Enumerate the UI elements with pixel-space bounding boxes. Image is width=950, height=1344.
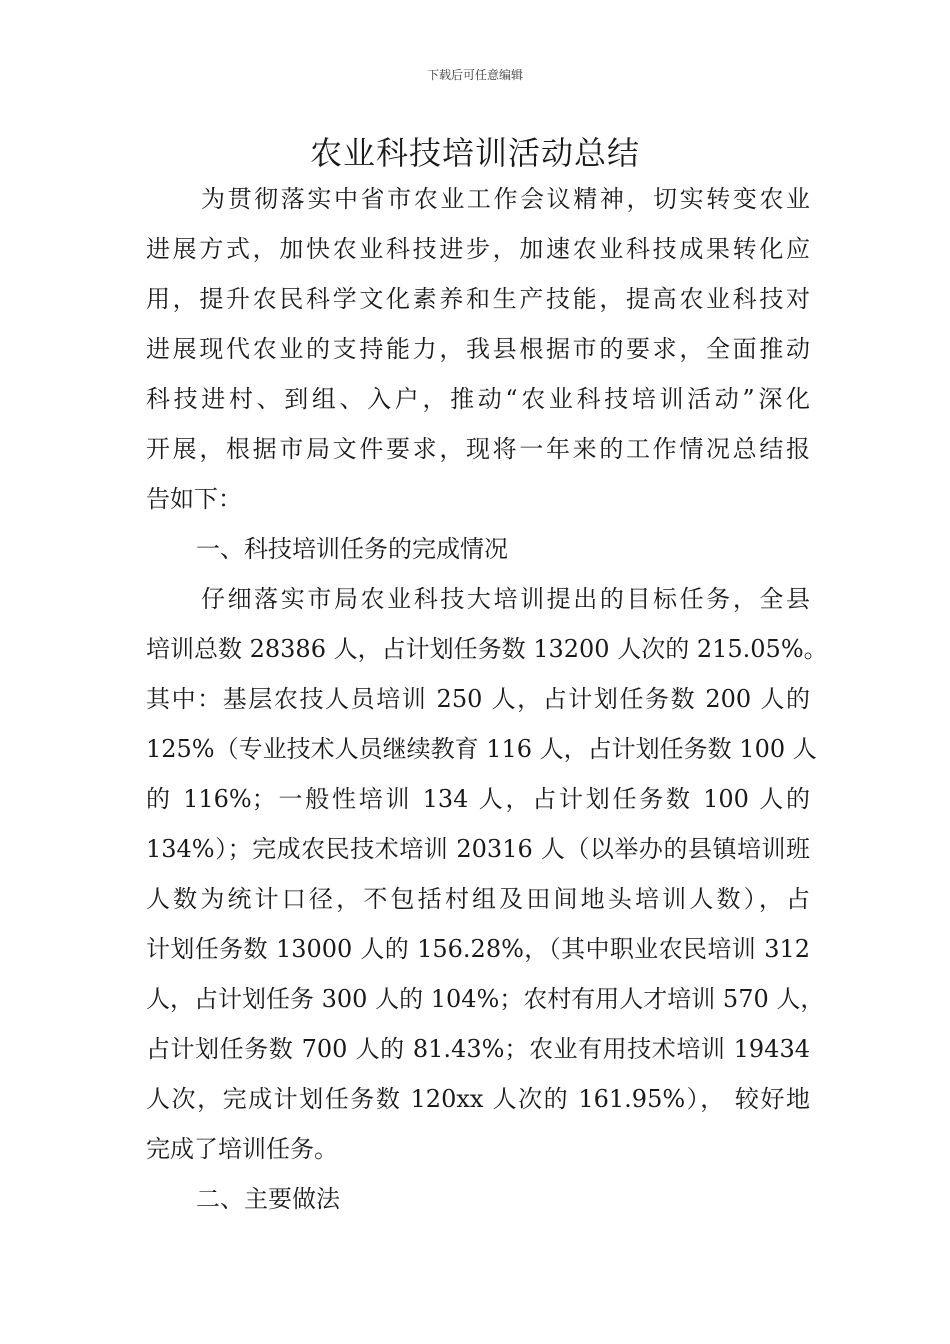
paragraph-line: 人次，完成计划任务数 120xx 人次的 161.95%）， 较好地 [146,1085,810,1113]
paragraph-line: 告如下： [146,485,242,513]
paragraph-line: 人数为统计口径，不包括村组及田间地头培训人数），占 [146,885,810,913]
paragraph-line: 用，提升农民科学文化素养和生产技能，提高农业科技对 [146,285,810,313]
paragraph-line: 科技进村、到组、入户，推动“农业科技培训活动”深化 [146,385,810,413]
paragraph-line: 为贯彻落实中省市农业工作会议精神，切实转变农业 [201,185,810,213]
paragraph-line: 进展现代农业的支持能力，我县根据市的要求，全面推动 [146,335,810,363]
paragraph-line: 仔细落实市局农业科技大培训提出的目标任务，全县 [201,585,810,613]
header-note: 下载后可任意编辑 [426,68,523,82]
document-title: 农业科技培训活动总结 [309,134,640,172]
section-heading: 二、主要做法 [196,1185,340,1213]
paragraph-line: 开展，根据市局文件要求，现将一年来的工作情况总结报 [146,435,810,463]
paragraph-line: 完成了培训任务。 [146,1135,338,1163]
paragraph-line: 其中：基层农技人员培训 250 人，占计划任务数 200 人的 [146,685,810,713]
paragraph-line: 培训总数 28386 人，占计划任务数 13200 人次的 215.05%。 [146,635,828,663]
paragraph-line: 的 116%；一般性培训 134 人，占计划任务数 100 人的 [146,785,810,813]
paragraph-line: 134%）；完成农民技术培训 20316 人（以举办的县镇培训班 [146,835,810,863]
paragraph-line: 进展方式，加快农业科技进步，加速农业科技成果转化应 [146,235,810,263]
paragraph-line: 占计划任务数 700 人的 81.43%；农业有用技术培训 19434 [146,1035,810,1063]
paragraph-line: 人，占计划任务 300 人的 104%；农村有用人才培训 570 人， [146,985,825,1013]
document-body [146,174,828,1224]
paragraph-line: 125%（专业技术人员继续教育 116 人，占计划任务数 100 人 [146,735,817,763]
paragraph-line: 计划任务数 13000 人的 156.28%，（其中职业农民培训 312 [146,935,810,963]
section-heading: 一、科技培训任务的完成情况 [196,535,508,563]
